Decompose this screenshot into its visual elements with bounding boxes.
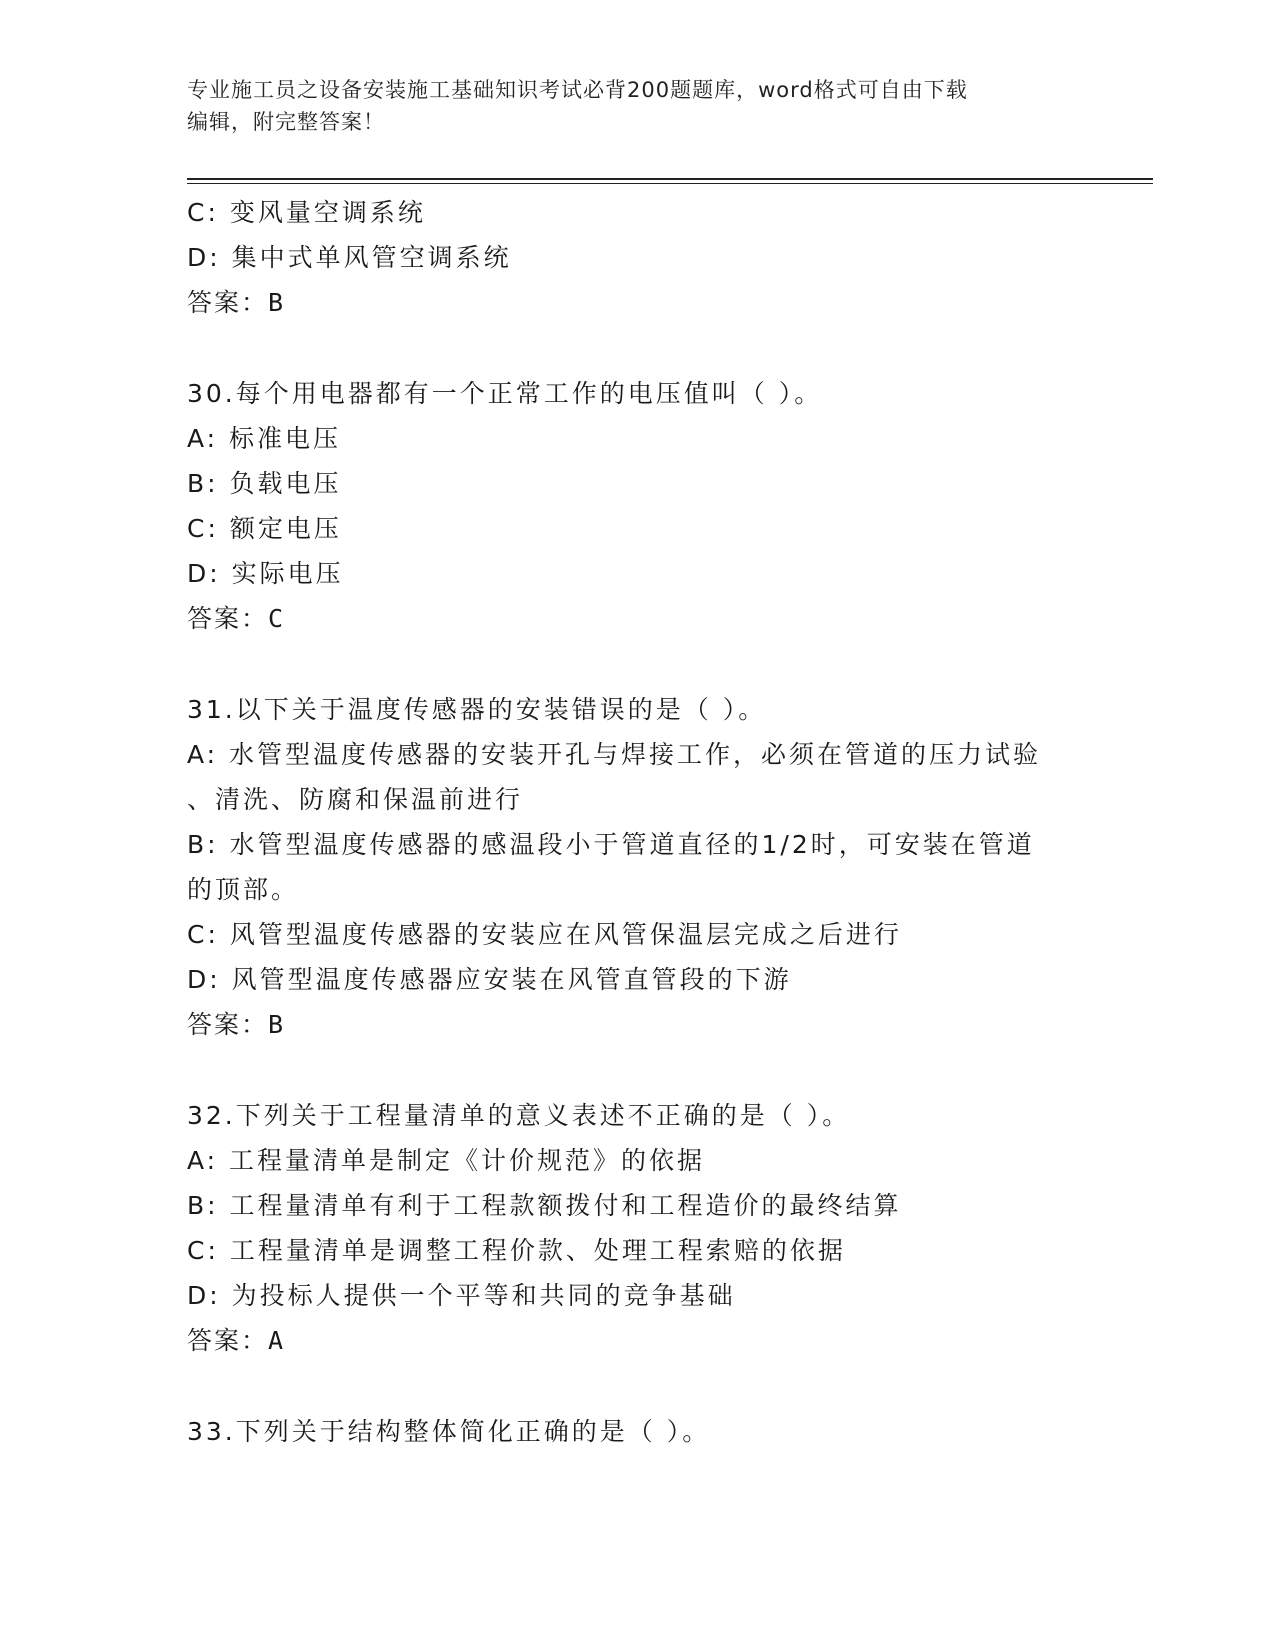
option-a-continued: 、清洗、防腐和保温前进行 (187, 785, 524, 814)
answer-value: B (268, 288, 286, 317)
header-title-line-1: 专业施工员之设备安装施工基础知识考试必背200题题库，word格式可自由下载 (187, 78, 968, 102)
question-stem: 30.每个用电器都有一个正常工作的电压值叫（ ）。 (187, 379, 823, 408)
question-block-32 (187, 1093, 1087, 1363)
option-d: D: 风管型温度传感器应安装在风管直管段的下游 (187, 965, 792, 994)
question-stem: 33.下列关于结构整体简化正确的是（ ）。 (187, 1417, 711, 1446)
answer-value: A (268, 1326, 286, 1355)
question-stem: 31.以下关于温度传感器的安装错误的是（ ）。 (187, 695, 767, 724)
question-block-30 (187, 371, 1087, 641)
option-a: A: 水管型温度传感器的安装开孔与焊接工作，必须在管道的压力试验 (187, 740, 1042, 769)
answer-label: 答案： (187, 604, 269, 633)
answer-label: 答案： (187, 1010, 269, 1039)
answer-label: 答案： (187, 1326, 269, 1355)
option-a: A: 标准电压 (187, 424, 342, 453)
answer-line (187, 596, 1087, 641)
option-d: D: 为投标人提供一个平等和共同的竞争基础 (187, 1281, 736, 1310)
option-d: D: 集中式单风管空调系统 (187, 243, 512, 272)
option-c: C: 风管型温度传感器的安装应在风管保温层完成之后进行 (187, 920, 902, 949)
answer-label: 答案： (187, 288, 269, 317)
option-b: B: 水管型温度传感器的感温段小于管道直径的1/2时，可安装在管道 (187, 830, 1035, 859)
question-block-31 (187, 687, 1087, 1047)
question-stem: 32.下列关于工程量清单的意义表述不正确的是（ ）。 (187, 1101, 851, 1130)
header-divider-thin (187, 183, 1153, 184)
option-b: B: 工程量清单有利于工程款额拨付和工程造价的最终结算 (187, 1191, 902, 1220)
option-c: C: 额定电压 (187, 514, 342, 543)
document-body (187, 190, 1087, 1454)
answer-line (187, 280, 1087, 325)
document-header (187, 74, 1067, 138)
answer-value: B (268, 1010, 286, 1039)
option-d: D: 实际电压 (187, 559, 344, 588)
answer-line (187, 1318, 1087, 1363)
option-c: C: 变风量空调系统 (187, 198, 426, 227)
header-divider-thick (187, 178, 1153, 180)
answer-value: C (268, 604, 286, 633)
option-a: A: 工程量清单是制定《计价规范》的依据 (187, 1146, 706, 1175)
option-b-continued: 的顶部。 (187, 875, 300, 904)
answer-line (187, 1002, 1087, 1047)
header-title-line-2: 编辑，附完整答案！ (187, 110, 385, 134)
option-b: B: 负载电压 (187, 469, 342, 498)
question-block-29-continued (187, 190, 1087, 325)
option-c: C: 工程量清单是调整工程价款、处理工程索赔的依据 (187, 1236, 846, 1265)
question-block-33 (187, 1409, 1087, 1454)
